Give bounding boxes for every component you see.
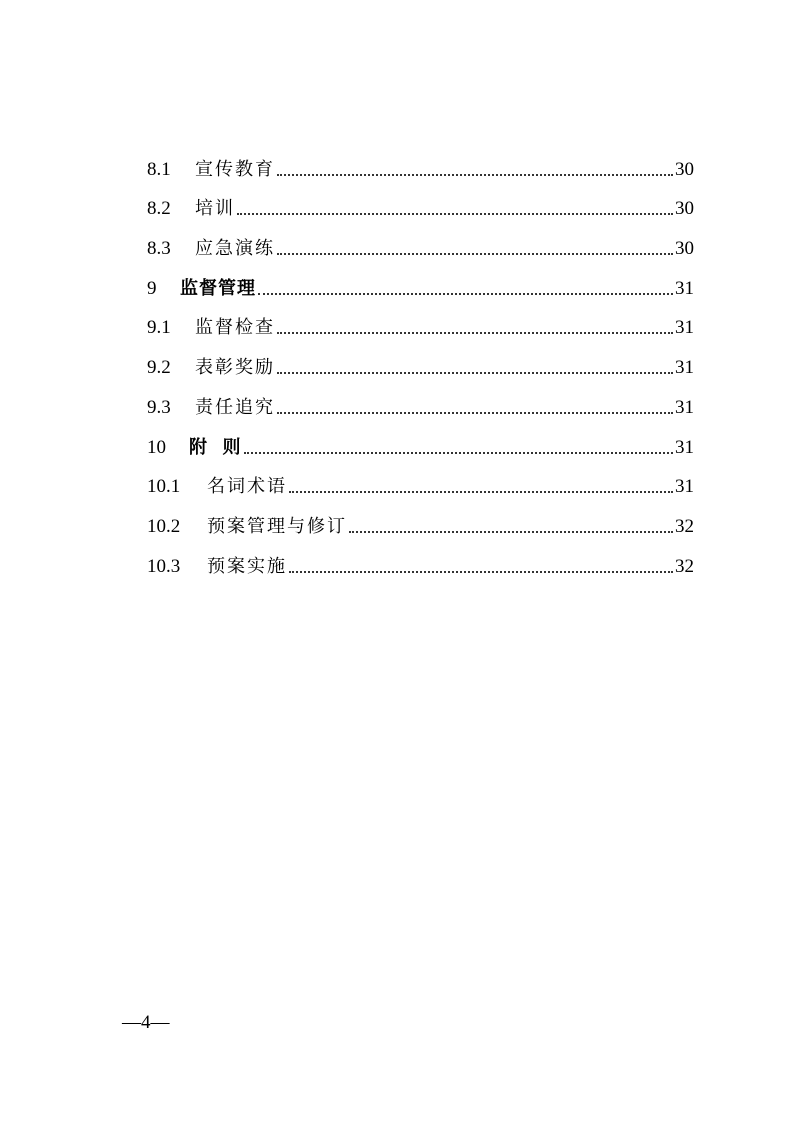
toc-entry-number: 9.2 <box>147 357 171 379</box>
toc-entry-title: 监督检查 <box>195 317 275 339</box>
toc-entry-page: 30 <box>675 158 694 180</box>
page-number-footer: —4— <box>122 1012 170 1033</box>
toc-entry-title: 表彰奖励 <box>195 357 275 379</box>
toc-entry-8-2[interactable] <box>147 181 694 221</box>
toc-entry-page: 31 <box>675 277 694 299</box>
toc-entry-page: 31 <box>675 396 694 418</box>
toc-entry-page: 30 <box>675 238 694 260</box>
dot-leader <box>277 174 673 176</box>
toc-entry-number: 8.2 <box>147 198 171 220</box>
dot-leader <box>349 531 673 533</box>
toc-entry-title: 应急演练 <box>195 238 275 260</box>
toc-entry-number: 9.3 <box>147 396 171 418</box>
toc-entry-9[interactable] <box>147 260 694 300</box>
toc-entry-page: 32 <box>675 515 694 537</box>
toc-entry-10-2[interactable] <box>147 498 694 538</box>
toc-entry-title: 监督管理 <box>180 277 256 299</box>
dot-leader <box>244 452 673 454</box>
toc-entry-title: 预案管理与修订 <box>207 515 347 537</box>
dot-leader <box>289 491 673 493</box>
toc-entry-8-3[interactable] <box>147 220 694 260</box>
toc-entry-title: 名词术语 <box>207 476 287 498</box>
toc-entry-number: 8.3 <box>147 238 171 260</box>
toc-entry-title: 责任追究 <box>195 396 275 418</box>
toc-entry-9-2[interactable] <box>147 339 694 379</box>
dot-leader <box>277 372 673 374</box>
toc-entry-title: 预案实施 <box>207 555 287 577</box>
toc-entry-page: 31 <box>675 317 694 339</box>
table-of-contents <box>147 141 694 578</box>
dot-leader <box>237 213 673 215</box>
toc-entry-number: 10.3 <box>147 555 181 577</box>
toc-entry-number: 10.1 <box>147 476 181 498</box>
toc-entry-number: 10.2 <box>147 515 181 537</box>
dot-leader <box>258 293 673 295</box>
toc-entry-number: 8.1 <box>147 158 171 180</box>
dot-leader <box>277 412 673 414</box>
toc-entry-title: 附 则 <box>189 436 242 458</box>
dot-leader <box>289 571 673 573</box>
toc-entry-page: 30 <box>675 198 694 220</box>
toc-entry-10[interactable] <box>147 419 694 459</box>
toc-entry-page: 31 <box>675 436 694 458</box>
toc-entry-page: 32 <box>675 555 694 577</box>
toc-entry-10-3[interactable] <box>147 538 694 578</box>
toc-entry-8-1[interactable] <box>147 141 694 181</box>
toc-entry-page: 31 <box>675 357 694 379</box>
toc-entry-number: 9.1 <box>147 317 171 339</box>
toc-entry-page: 31 <box>675 476 694 498</box>
dot-leader <box>277 332 673 334</box>
toc-entry-title: 培训 <box>195 198 235 220</box>
toc-entry-10-1[interactable] <box>147 459 694 499</box>
toc-entry-9-1[interactable] <box>147 300 694 340</box>
toc-entry-number: 9 <box>147 277 157 299</box>
toc-entry-9-3[interactable] <box>147 379 694 419</box>
toc-entry-title: 宣传教育 <box>195 158 275 180</box>
toc-entry-number: 10 <box>147 436 166 458</box>
dot-leader <box>277 253 673 255</box>
